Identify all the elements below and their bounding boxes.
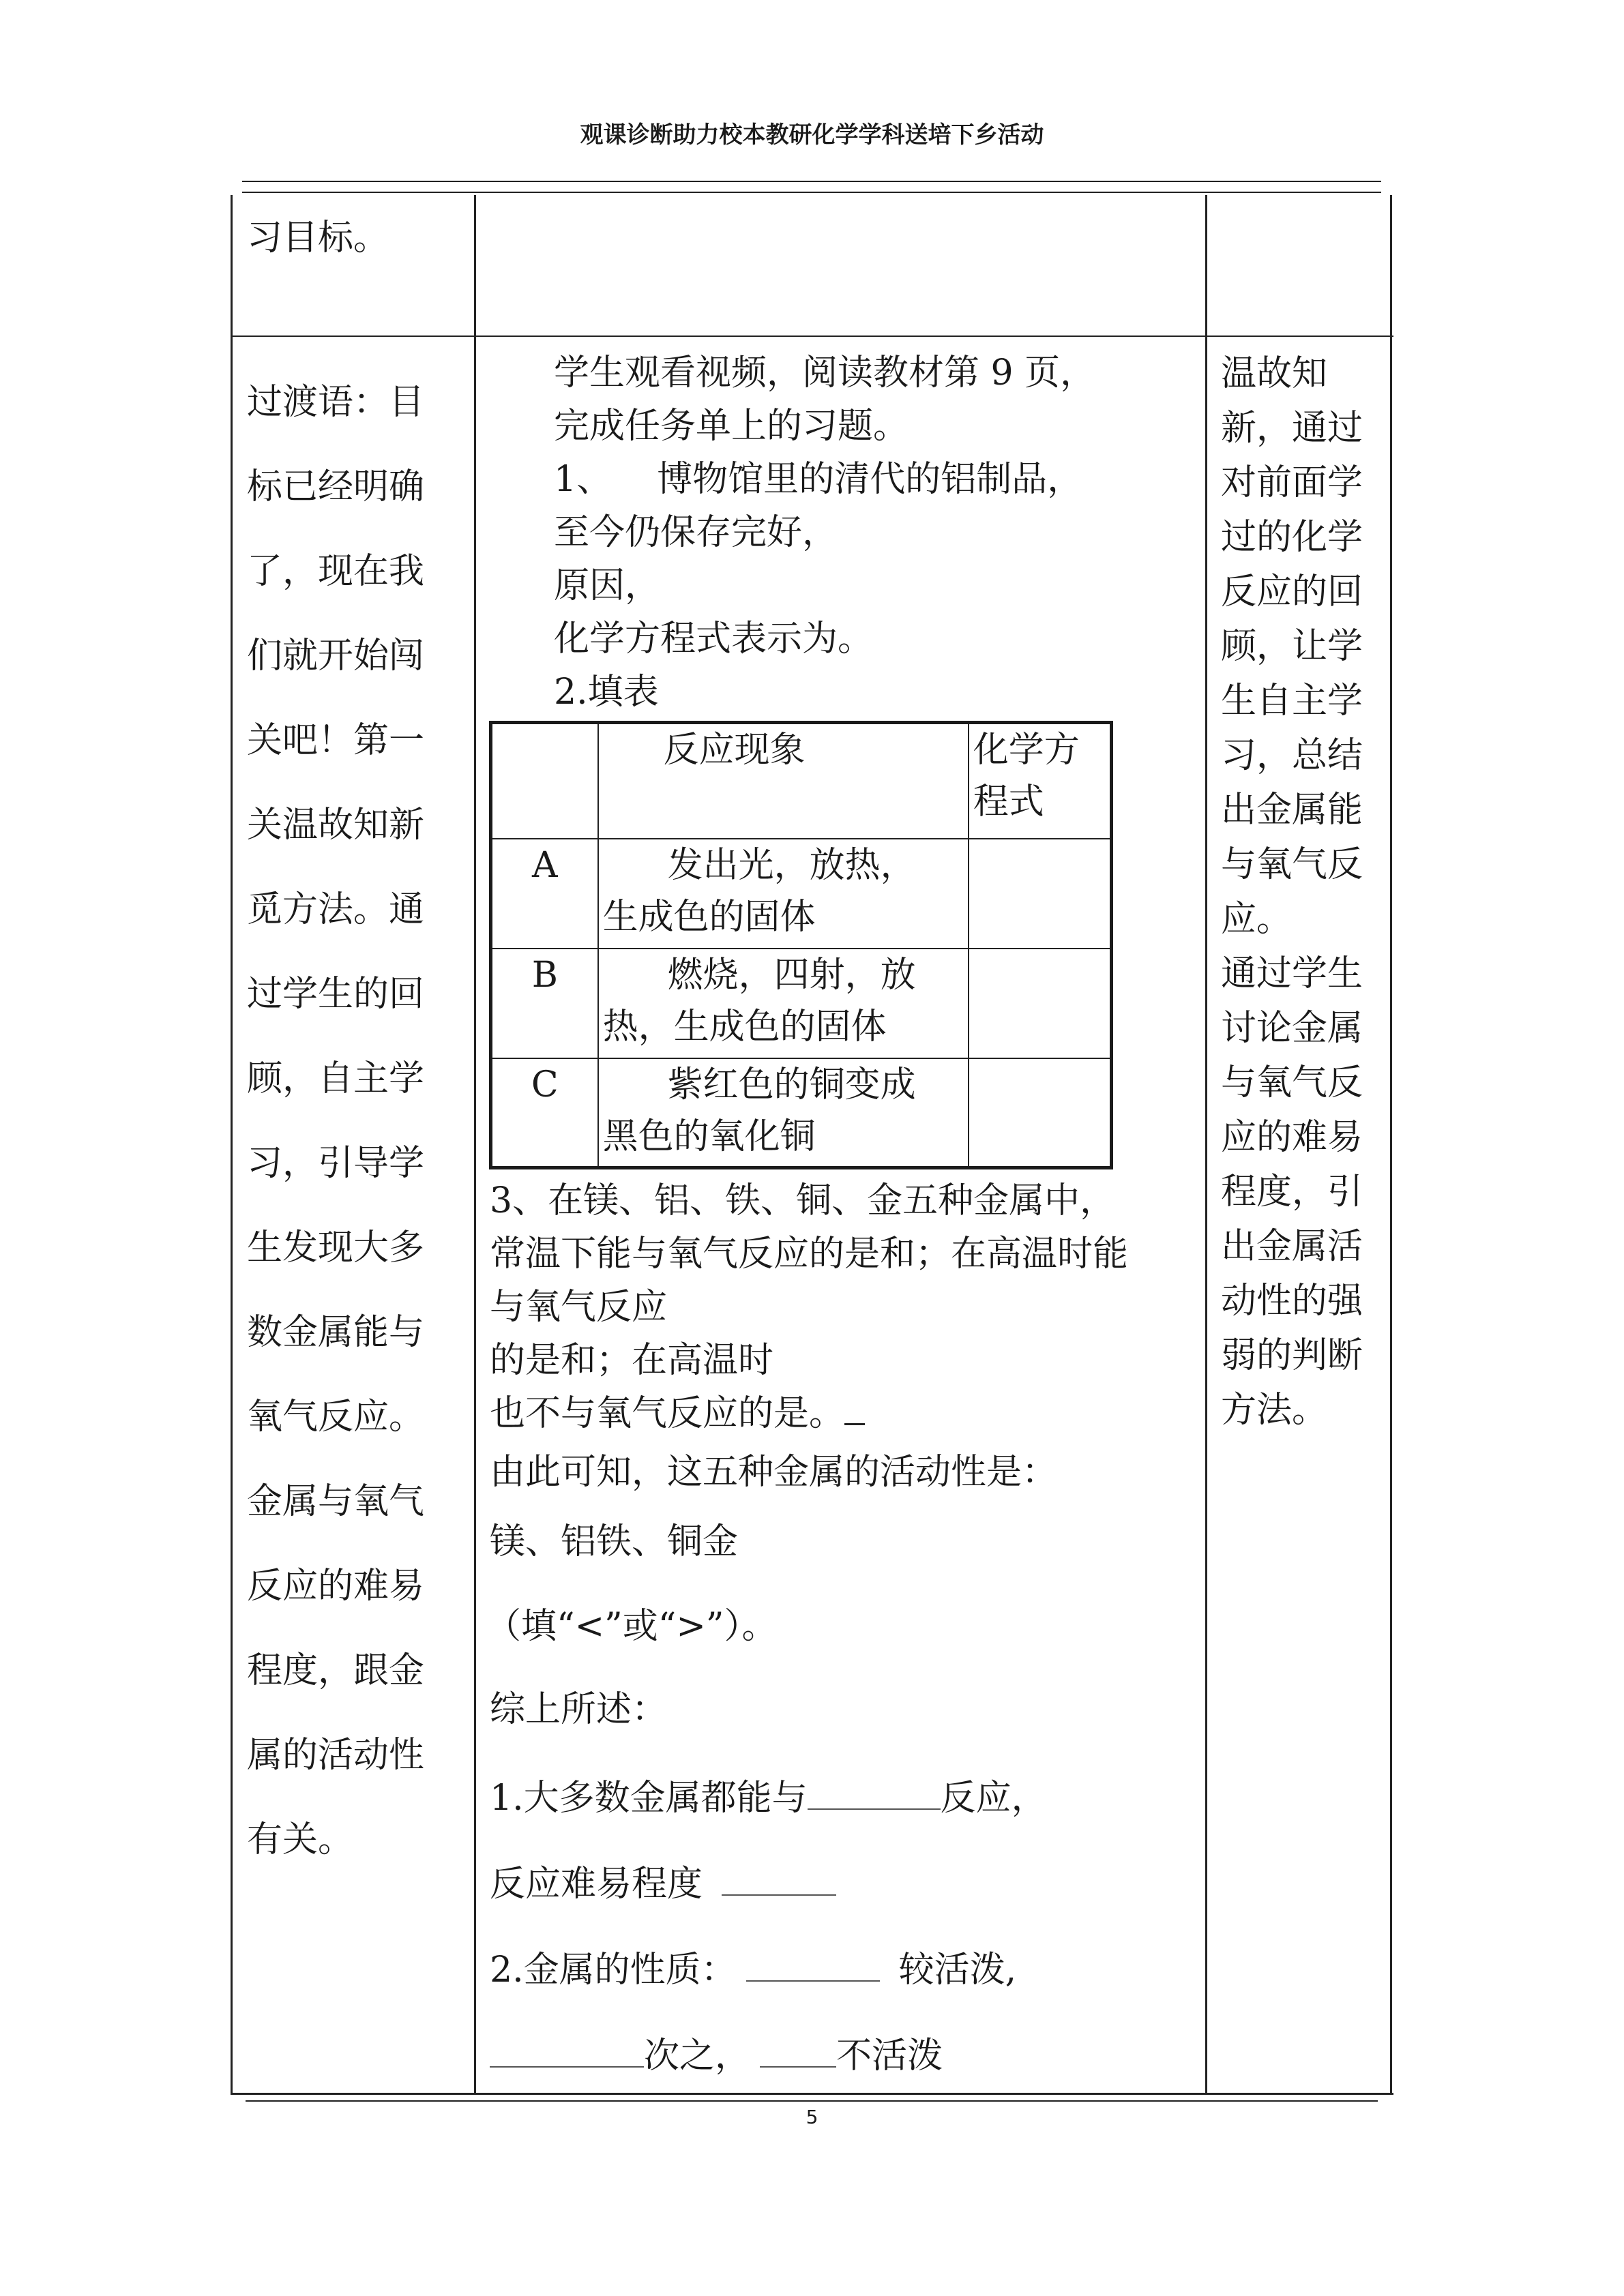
header-rule-bottom <box>242 192 1381 193</box>
page-number: 5 <box>806 2106 818 2128</box>
q3-line: 3、在镁、铝、铁、铜、金五种金属中， <box>490 1180 1116 1221</box>
right-line: 习，总结 <box>1221 735 1363 776</box>
left-line: 关温故知新 <box>247 805 425 846</box>
row-c-equation <box>969 1058 1112 1168</box>
right-line: 讨论金属 <box>1221 1008 1363 1049</box>
header-text: 反应现象 <box>663 730 806 771</box>
left-line: 们就开始闯 <box>247 636 425 676</box>
right-line: 通过学生 <box>1221 953 1363 994</box>
right-line: 程度，引 <box>1221 1172 1363 1212</box>
question-2: 2.填表 <box>554 672 659 713</box>
summary-item-2 <box>490 1860 836 1905</box>
activity-hint: （填“<”或“>”）。 <box>486 1606 778 1647</box>
footer-rule-top <box>246 2100 1378 2102</box>
row-a-equation <box>969 839 1112 949</box>
left-line: 数金属能与 <box>247 1312 425 1353</box>
cell-line: 生成色的固体 <box>602 896 816 938</box>
summary-item-1 <box>490 1774 1047 1819</box>
left-line: 生发现大多 <box>247 1227 425 1268</box>
question-1: 1、 博物馆里的清代的铝制品， <box>554 459 1083 500</box>
q3-line-last <box>490 1387 1128 1440</box>
right-line: 温故知 <box>1221 353 1328 394</box>
table-right-border <box>1390 195 1392 2095</box>
right-line: 新，通过 <box>1221 408 1363 449</box>
left-line: 关吧！第一 <box>247 720 425 761</box>
left-line: 标已经明确 <box>247 466 425 507</box>
intro-line: 化学方程式表示为。 <box>554 618 874 659</box>
row1-left-text: 习目标。 <box>247 218 389 258</box>
right-line: 与氧气反 <box>1221 1062 1363 1103</box>
right-line: 顾，让学 <box>1221 626 1363 667</box>
table-header-equation <box>969 723 1112 839</box>
summary-text: 1.大多数金属都能与 <box>490 1778 808 1819</box>
left-line: 了，现在我 <box>247 551 425 592</box>
row-c-phenomenon <box>598 1058 969 1168</box>
table-col-divider-2 <box>1205 195 1207 2095</box>
left-line: 属的活动性 <box>247 1735 425 1776</box>
blank-line <box>746 1946 880 1982</box>
summary-text: 反应难易程度 <box>490 1864 703 1905</box>
summary-text: 2.金属的性质： <box>490 1950 737 1991</box>
activity-intro: 由此可知，这五种金属的活动性是： <box>490 1452 1058 1493</box>
row-b-phenomenon <box>598 949 969 1058</box>
left-line: 过渡语：目 <box>247 382 425 423</box>
blank-line <box>490 2032 644 2068</box>
q3-line: 与氧气反应 <box>490 1287 668 1328</box>
summary-item-3 <box>490 1946 1016 1991</box>
cell-line: 发出光，放热， <box>667 844 916 886</box>
table-row-divider <box>231 336 1393 337</box>
q3-line: 常温下能与氧气反应的是和；在高温时能 <box>490 1234 1129 1274</box>
right-line: 对前面学 <box>1221 462 1363 503</box>
intro-line: 原因， <box>554 565 661 606</box>
right-line: 生自主学 <box>1221 681 1363 721</box>
summary-text: 次之， <box>644 2036 751 2076</box>
right-line: 出金属能 <box>1221 790 1363 831</box>
blank-line <box>722 1860 836 1896</box>
blank-line <box>808 1774 941 1810</box>
header-title: 观课诊断助力校本教研化学学科送培下乡活动 <box>580 121 1044 149</box>
row-label-a: A <box>491 839 598 949</box>
right-line: 应的难易 <box>1221 1117 1363 1158</box>
table-header-phenomenon <box>598 723 969 839</box>
row-label-c: C <box>491 1058 598 1168</box>
left-line: 金属与氧气 <box>247 1481 425 1522</box>
table-left-border <box>231 195 233 2095</box>
row-b-equation <box>969 949 1112 1058</box>
right-line: 反应的回 <box>1221 571 1363 612</box>
summary-text: 不活泼 <box>836 2036 943 2076</box>
q3-line: 的是和；在高温时 <box>490 1340 774 1381</box>
activity-metals: 镁、铝铁、铜金 <box>490 1521 739 1562</box>
summary-item-4 <box>490 2032 943 2077</box>
right-line: 方法。 <box>1221 1390 1328 1431</box>
left-line: 习，引导学 <box>247 1143 425 1184</box>
right-line: 出金属活 <box>1221 1226 1363 1267</box>
blank-line <box>844 1392 865 1425</box>
right-column-text <box>1221 346 1363 1437</box>
left-line: 顾，自主学 <box>247 1058 425 1099</box>
summary-text: 反应， <box>940 1778 1047 1819</box>
table-bottom-border <box>231 2093 1393 2095</box>
left-line: 程度，跟金 <box>247 1650 425 1691</box>
header-text: 化学方程式 <box>973 730 1080 822</box>
right-line: 过的化学 <box>1221 517 1363 558</box>
right-line: 弱的判断 <box>1221 1335 1363 1376</box>
blank-line <box>760 2032 836 2068</box>
cell-line: 紫红色的铜变成 <box>667 1064 916 1105</box>
summary-title: 综上所述： <box>490 1689 668 1730</box>
right-line: 与氧气反 <box>1221 844 1363 885</box>
left-line: 有关。 <box>247 1819 354 1860</box>
q3-text: 也不与氧气反应的是。 <box>490 1393 845 1434</box>
intro-line: 完成任务单上的习题。 <box>554 406 909 447</box>
table-header-empty <box>491 723 598 839</box>
intro-line: 至今仍保存完好， <box>554 512 838 553</box>
cell-line: 热，生成色的固体 <box>602 1006 887 1047</box>
question-3 <box>490 1174 1128 1440</box>
row-a-phenomenon <box>598 839 969 949</box>
table-col-divider-1 <box>474 195 476 2095</box>
cell-line: 黑色的氧化铜 <box>602 1116 816 1157</box>
row-label-b: B <box>491 949 598 1058</box>
left-line: 氧气反应。 <box>247 1397 425 1437</box>
reaction-table <box>489 721 1113 1169</box>
summary-text: 较活泼, <box>898 1950 1017 1991</box>
left-line: 过学生的回 <box>247 974 425 1015</box>
left-line: 觅方法。通 <box>247 889 425 930</box>
left-line: 反应的难易 <box>247 1566 425 1607</box>
middle-intro <box>554 346 1095 719</box>
intro-line: 学生观看视频，阅读教材第 9 页， <box>554 353 1096 393</box>
header-rule-top <box>242 181 1381 182</box>
left-column-text <box>247 360 424 1882</box>
right-line: 动性的强 <box>1221 1281 1363 1322</box>
right-line: 应。 <box>1221 899 1293 940</box>
cell-line: 燃烧，四射，放 <box>667 954 916 996</box>
